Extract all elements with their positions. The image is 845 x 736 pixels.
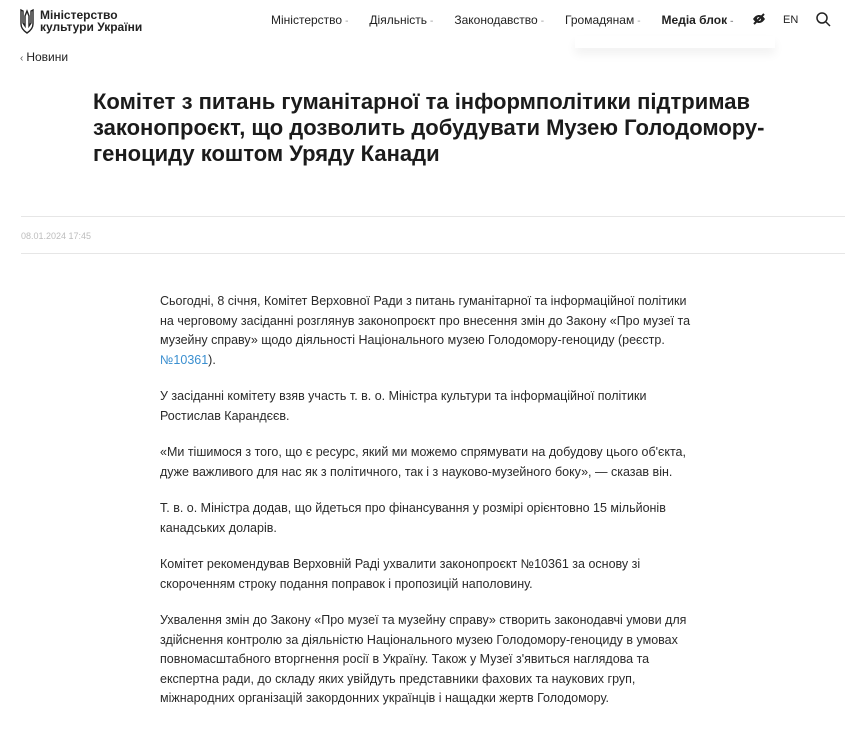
nav-label: Законодавство [454, 13, 538, 27]
chevron-down-icon: - [540, 16, 545, 27]
breadcrumb-news: Новини [26, 50, 69, 64]
nav-label: Громадянам [565, 13, 635, 27]
chevron-down-icon: - [730, 16, 734, 27]
main-nav [271, 13, 754, 27]
nav-media[interactable] [662, 13, 734, 27]
breadcrumb[interactable] [20, 50, 68, 64]
text: Сьогодні, 8 січня, Комітет Верховної Ради з питань гуманітарної та інформаційної політики на черговому засіданні розглянув законопроєкт про внесення змін до Закону «Про музеї та музейну справу» щодо діяльності Національного музею Голодомору-геноциду (реєстр. [160, 294, 691, 347]
paragraph: Комітет рекомендував Верховній Раді ухвалити законопроєкт №10361 за основу зі скороченням строку подання поправок і пропозицій наполовину. [160, 557, 641, 591]
accessibility-eye-icon[interactable] [752, 13, 766, 25]
chevron-left-icon: ‹ [20, 53, 24, 64]
trident-icon [20, 8, 34, 34]
nav-activity[interactable] [369, 13, 433, 27]
article-title: Комітет з питань гуманітарної та інформполітики підтримав законопроєкт, що дозволить добудувати Музею Голодомору-геноциду коштом Уряду Канади [93, 89, 765, 166]
paragraph: Т. в. о. Міністра додав, що йдеться про фінансування у розмірі орієнтовно 15 мільйонів канадських доларів. [160, 501, 666, 535]
article-date: 08.01.2024 17:45 [21, 231, 92, 241]
text: ). [208, 352, 216, 367]
paragraph [160, 292, 695, 370]
chevron-down-icon: - [345, 16, 349, 27]
nav-label: Медіа блок [661, 13, 728, 27]
nav-citizens[interactable] [565, 13, 641, 27]
ministry-logo[interactable] [20, 8, 142, 34]
dropdown-shadow [575, 36, 775, 48]
paragraph: «Ми тішимося з того, що є ресурс, який ми можемо спрямувати на добудову цього об'єкта, дуже важливого для нас як з політичного, так і з науково-музейного боку», — сказав він. [160, 445, 686, 479]
nav-ministry[interactable] [271, 13, 348, 27]
nav-label: Міністерство [271, 13, 343, 27]
divider [21, 216, 845, 217]
language-switch[interactable]: EN [783, 14, 799, 26]
divider [21, 253, 845, 254]
nav-legislation[interactable] [454, 13, 544, 27]
paragraph: Ухвалення змін до Закону «Про музеї та музейну справу» створить законодавчі умови для здійснення контролю за діяльністю Національного музею Голодомору-геноциду в умовах повномасштабного вторгнення росії в Україну. Також у Музеї з'явиться наглядова та експертна ради, до складу яких увійдуть представники фахових та наукових груп, міжнародних організацій закордонних українців і нащадки жертв Голодомору. [160, 613, 687, 705]
logo-line2: культури України [40, 20, 143, 34]
logo-line1: Міністерство [40, 8, 118, 22]
site-header [0, 0, 845, 42]
search-icon[interactable] [816, 12, 831, 27]
paragraph: У засіданні комітету взяв участь т. в. о. Міністра культури та інформаційної політики Ростислав Карандєєв. [160, 389, 647, 423]
chevron-down-icon: - [430, 16, 434, 27]
article-body [160, 292, 695, 726]
chevron-down-icon: - [637, 16, 641, 27]
nav-label: Діяльність [369, 13, 428, 27]
bill-link[interactable]: №10361 [160, 352, 209, 367]
